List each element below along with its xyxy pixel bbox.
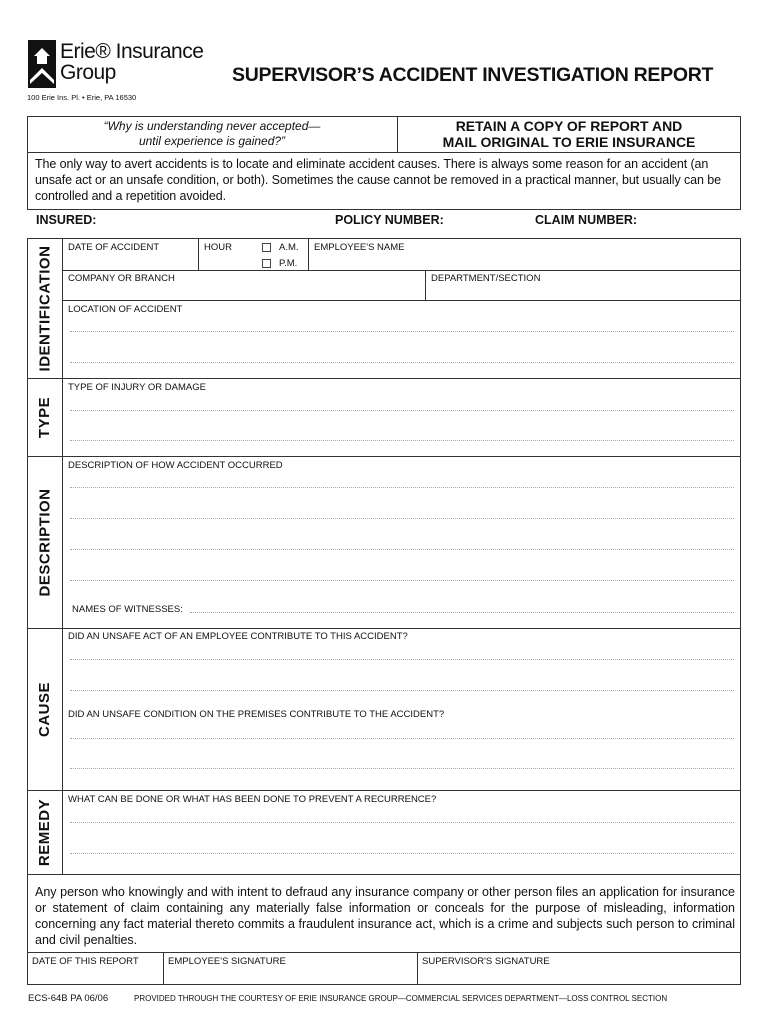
retain-line-1: RETAIN A COPY OF REPORT AND [455, 118, 683, 134]
am-checkbox-box[interactable] [262, 243, 271, 252]
prevention-field[interactable]: WHAT CAN BE DONE OR WHAT HAS BEEN DONE TO PREVENT A RECURRENCE? [68, 794, 437, 805]
pm-checkbox-box[interactable] [262, 259, 271, 268]
unsafe-condition-field[interactable]: DID AN UNSAFE CONDITION ON THE PREMISES CONTRIBUTE TO THE ACCIDENT? [68, 709, 445, 720]
unsafe-act-field[interactable]: DID AN UNSAFE ACT OF AN EMPLOYEE CONTRIBUTE TO THIS ACCIDENT? [68, 631, 408, 642]
report-date-field[interactable]: DATE OF THIS REPORT [32, 956, 139, 967]
section-type [27, 378, 62, 456]
section-identification [27, 238, 62, 378]
quote-line-1: “Why is understanding never accepted— [103, 119, 321, 133]
logo-building-icon [28, 40, 56, 88]
section-identification-label: IDENTIFICATION [36, 245, 54, 371]
retain-line-2: MAIL ORIGINAL TO ERIE INSURANCE [442, 134, 696, 150]
injury-type-field[interactable]: TYPE OF INJURY OR DAMAGE [68, 382, 206, 393]
section-description [27, 456, 62, 628]
claim-number-label: CLAIM NUMBER: [535, 213, 638, 227]
section-cause [27, 628, 62, 790]
witnesses-field[interactable]: NAMES OF WITNESSES: [72, 604, 183, 615]
company-branch-field[interactable]: COMPANY OR BRANCH [68, 273, 175, 284]
section-description-label: DESCRIPTION [36, 487, 54, 597]
section-cause-label: CAUSE [36, 681, 54, 737]
quote-line-2: until experience is gained?” [138, 134, 286, 148]
location-field[interactable]: LOCATION OF ACCIDENT [68, 304, 183, 315]
section-remedy [27, 790, 62, 874]
section-type-label: TYPE [36, 396, 53, 438]
am-checkbox[interactable] [262, 242, 299, 253]
intro-text: The only way to avert accidents is to locate and eliminate accident causes. There is always some reason for an accident (an unsafe act or an unsafe condition, or both). Sometimes the cause cannot be removed in a practical manner, but usually can be controlled and a repetition avoided. [35, 157, 721, 203]
footer-credit: PROVIDED THROUGH THE COURTESY OF ERIE INSURANCE GROUP—COMMERCIAL SERVICES DEPARTMENT—LOSS CONTROL SECTION [134, 994, 668, 1003]
hour-field[interactable]: HOUR [204, 242, 232, 253]
employee-signature-field[interactable]: EMPLOYEE'S SIGNATURE [168, 956, 286, 967]
pm-label: P.M. [279, 258, 298, 269]
company-address: 100 Erie Ins. Pl. • Erie, PA 16530 [27, 93, 137, 102]
department-section-field[interactable]: DEPARTMENT/SECTION [431, 273, 541, 284]
policy-number-label: POLICY NUMBER: [335, 213, 444, 227]
fraud-warning: Any person who knowingly and with intent to defraud any insurance company or other person files an application for insurance or statement of claim containing any materially false information or conceals for the purpose of misleading, information concerning any fact material thereto commits a fraudulent insurance act, which is a crime and subjects such person to criminal and civil penalties. [35, 885, 735, 947]
quote [27, 119, 397, 149]
section-remedy-label: REMEDY [36, 798, 53, 866]
accident-description-field[interactable]: DESCRIPTION OF HOW ACCIDENT OCCURRED [68, 460, 283, 471]
pm-checkbox[interactable] [262, 258, 297, 269]
am-label: A.M. [279, 242, 299, 253]
supervisor-signature-field[interactable]: SUPERVISOR'S SIGNATURE [422, 956, 550, 967]
insured-label: INSURED: [36, 213, 97, 227]
date-of-accident-field[interactable]: DATE OF ACCIDENT [68, 242, 160, 253]
employee-name-field[interactable]: EMPLOYEE'S NAME [314, 242, 405, 253]
logo-group: Group [60, 61, 116, 84]
retain-notice [397, 118, 741, 150]
page-title: SUPERVISOR’S ACCIDENT INVESTIGATION REPORT [232, 64, 714, 86]
logo [28, 40, 228, 100]
form-code: ECS-64B PA 06/06 [28, 993, 109, 1004]
logo-name: Erie® Insurance [60, 40, 204, 63]
